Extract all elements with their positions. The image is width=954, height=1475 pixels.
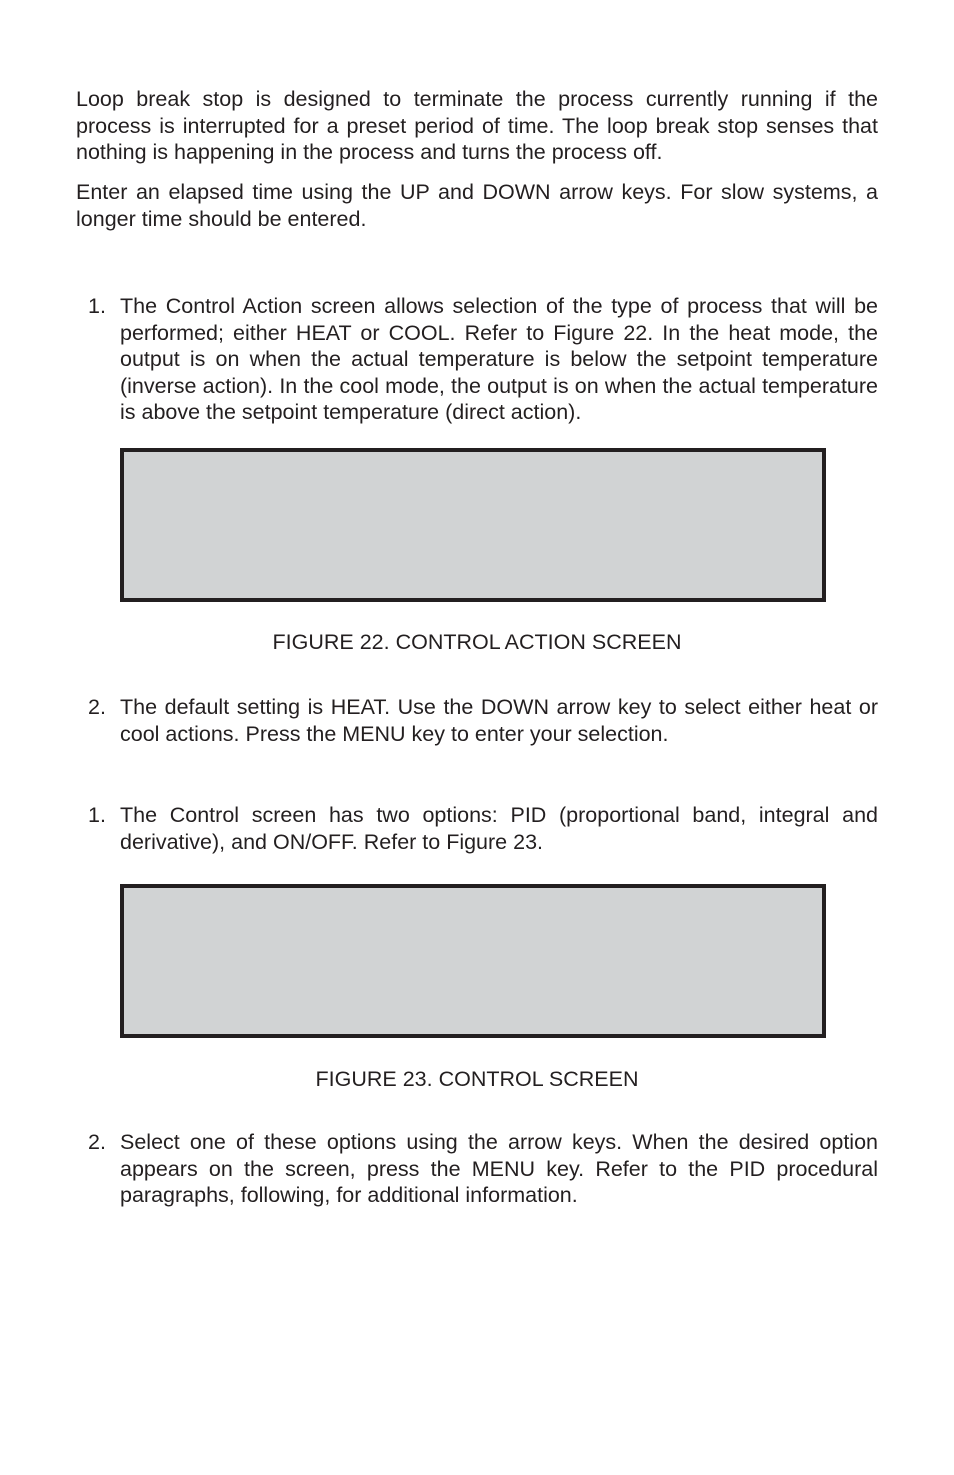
- step-text: The default setting is HEAT. Use the DOWN arrow key to select either heat or cool actions. Press the MENU key to enter your selection.: [120, 695, 878, 746]
- figure-22-caption: FIGURE 22. CONTROL ACTION SCREEN: [272, 630, 682, 654]
- step-text: The Control Action screen allows selection of the type of process that will be performed; either HEAT or COOL. Refer to Figure 22. In the heat mode, the output is on when the actual temperature is below the setpoint temperature (inverse action). In the cool mode, the output is on when the actual temperature is above the setpoint temperature (direct action).: [120, 294, 878, 424]
- step-number: 1.: [88, 294, 106, 318]
- step-number: 2.: [88, 695, 106, 719]
- control-action-step-2: [76, 694, 878, 747]
- control-step-1: [76, 802, 878, 855]
- intro-paragraph-elapsed-time: Enter an elapsed time using the UP and DOWN arrow keys. For slow systems, a longer time should be entered.: [76, 180, 878, 231]
- figure-23-caption: FIGURE 23. CONTROL SCREEN: [315, 1067, 639, 1091]
- step-text: The Control screen has two options: PID (proportional band, integral and derivative), and ON/OFF. Refer to Figure 23.: [120, 803, 878, 854]
- control-screen-display: [120, 884, 826, 1038]
- control-step-2: [76, 1129, 878, 1209]
- control-action-screen-display: [120, 448, 826, 602]
- step-text: Select one of these options using the arrow keys. When the desired option appears on the screen, press the MENU key. Refer to the PID procedural paragraphs, following, for additional information.: [120, 1130, 878, 1207]
- step-number: 1.: [88, 803, 106, 827]
- control-action-step-1: [76, 293, 878, 426]
- step-number: 2.: [88, 1130, 106, 1154]
- intro-paragraph-loop-break: Loop break stop is designed to terminate the process currently running if the process is interrupted for a preset period of time. The loop break stop senses that nothing is happening in the process and turns the process off.: [76, 87, 878, 164]
